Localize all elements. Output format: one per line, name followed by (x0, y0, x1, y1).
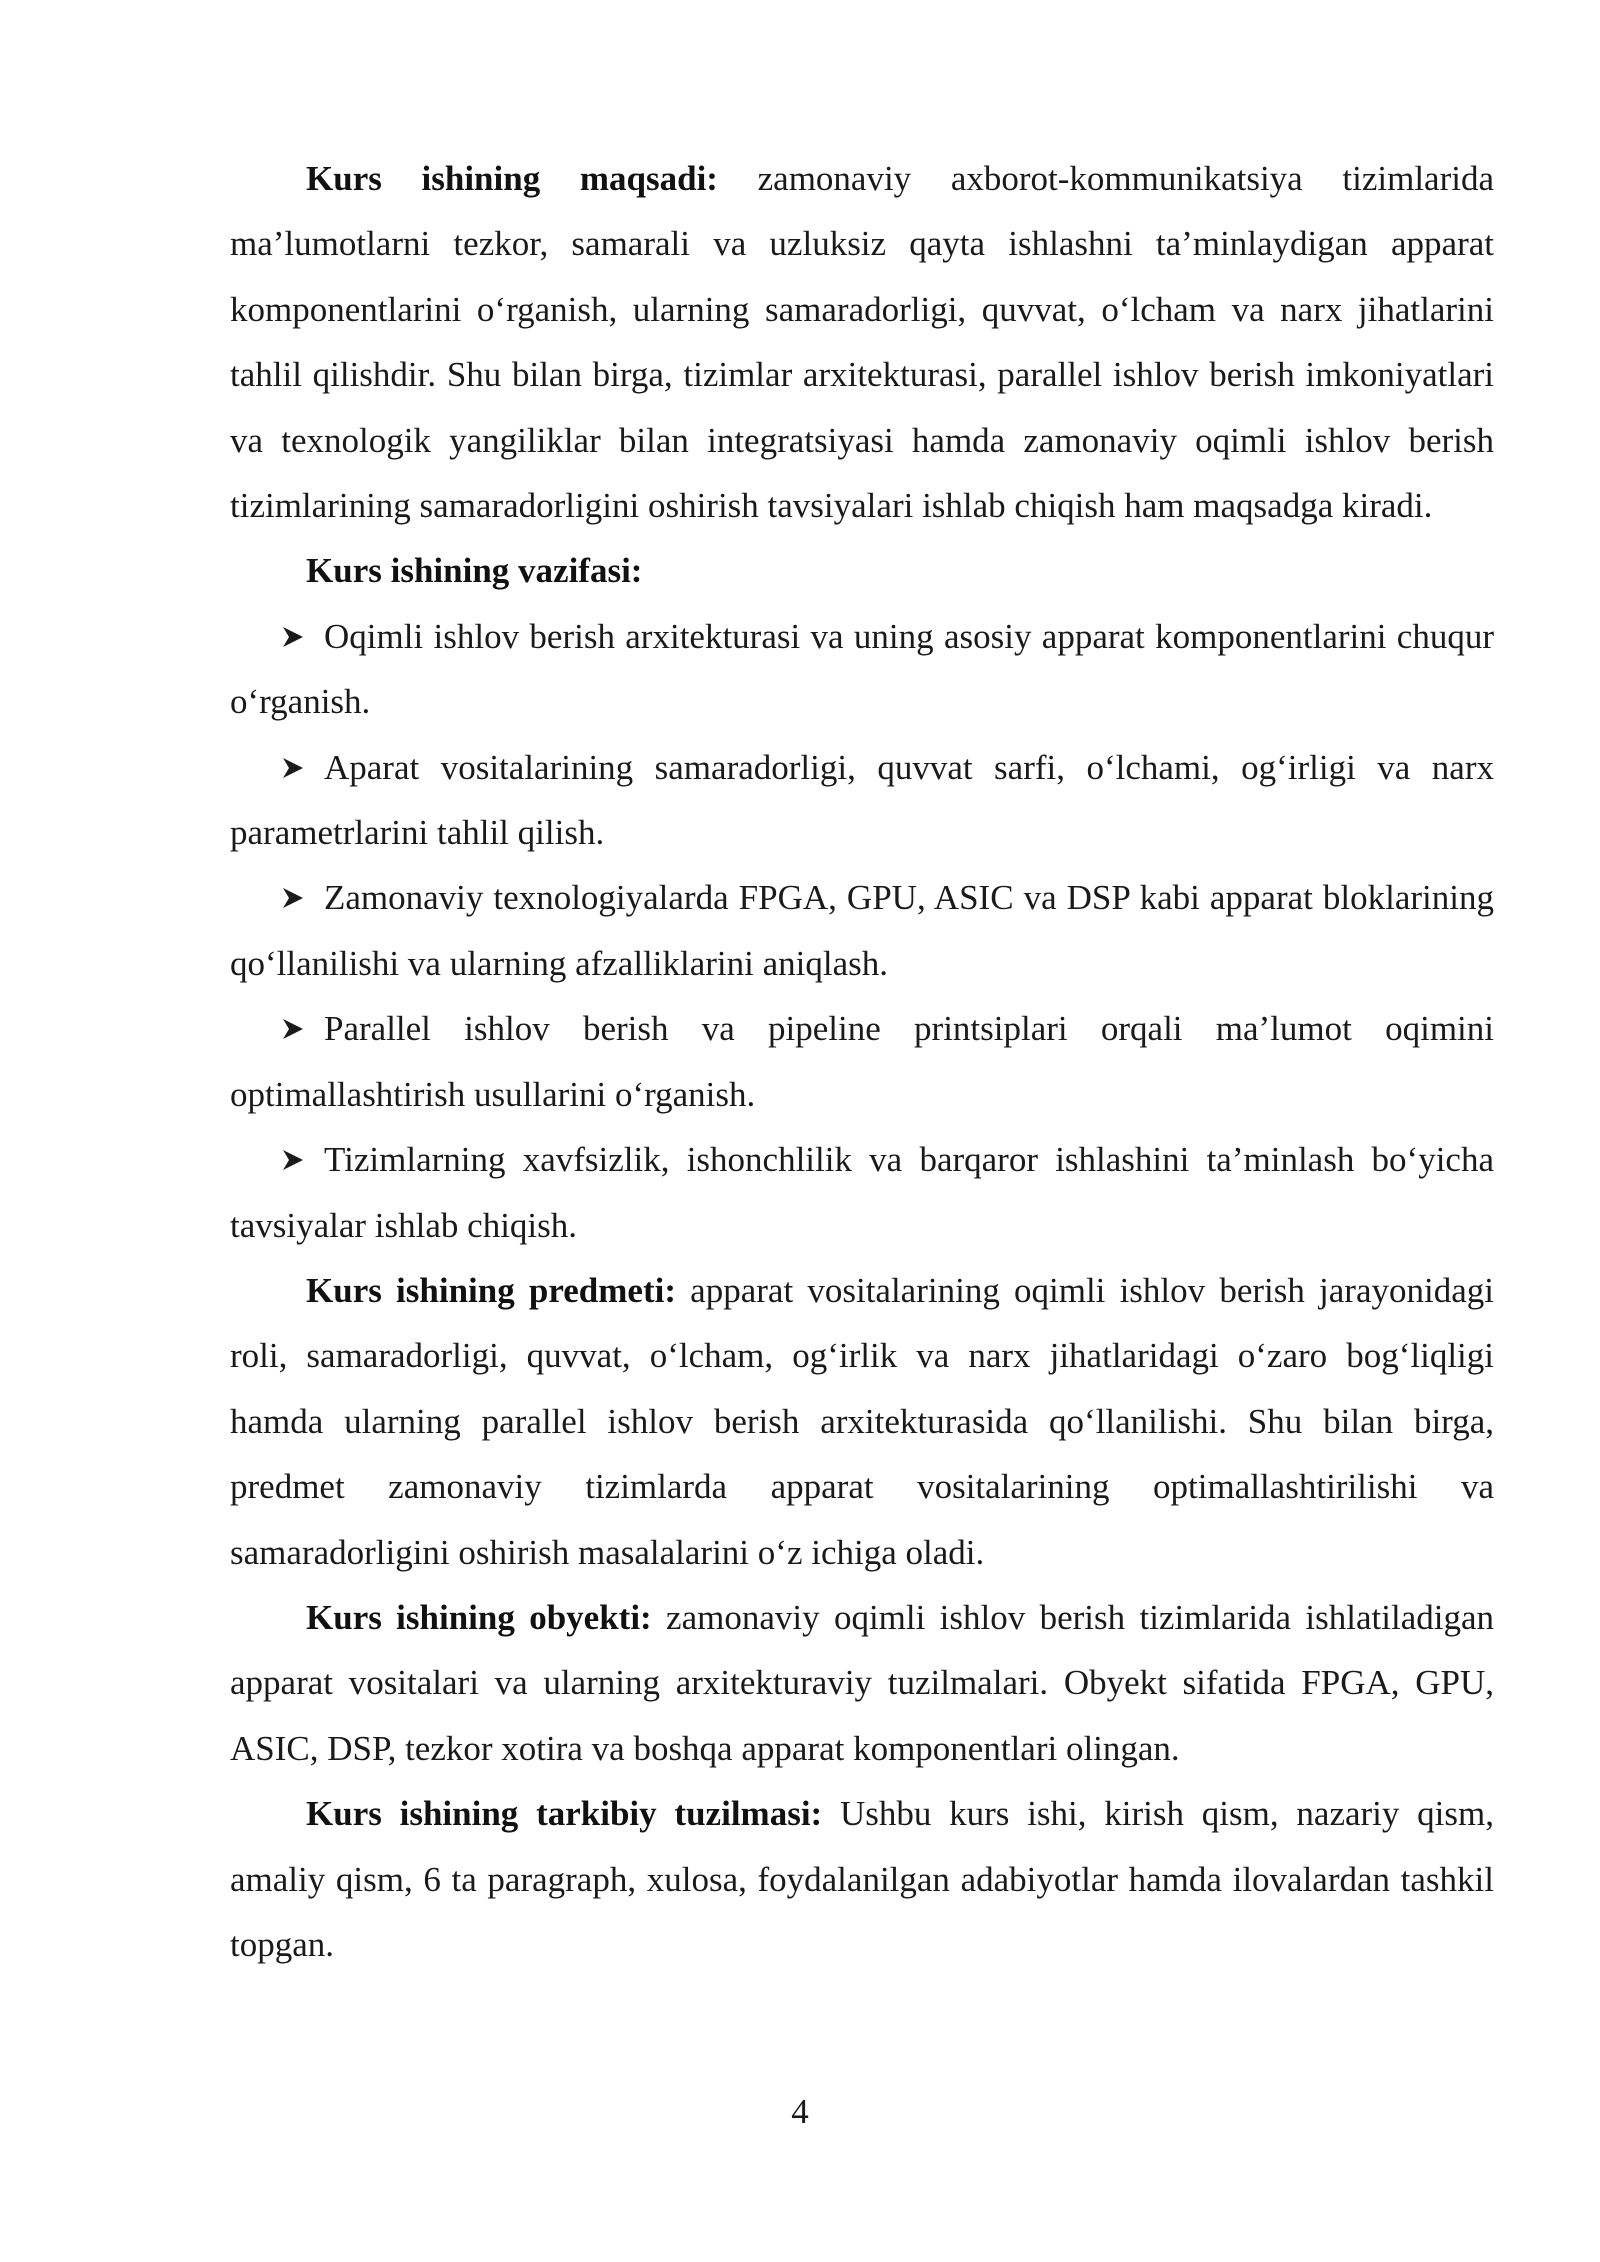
text-obyekti: zamonaviy oqimli ishlov berish tizimlarida ishlatiladigan apparat vositalari va ularning arxitekturaviy tuzilmalari. Obyekt sifatida FPGA, GPU, ASIC, DSP, tezkor xotira va boshqa apparat komponentlari olingan. (230, 1597, 1494, 1768)
list-item-text: Aparat vositalarining samaradorligi, quvvat sarfi, o‘lchami, og‘irligi va narx parametrlarini tahlil qilish. (230, 747, 1494, 853)
paragraph-maqsadi (230, 146, 1494, 538)
list-item (230, 1127, 1494, 1258)
list-item (230, 735, 1494, 866)
paragraph-obyekti (230, 1585, 1494, 1781)
text-maqsadi: zamonaviy axborot-kommunikatsiya tizimlarida ma’lumotlarni tezkor, samarali va uzluksiz qayta ishlashni ta’minlaydigan apparat komponentlarini o‘rganish, ularning samaradorligi, quvvat, o‘lcham va narx jihatlarini tahlil qilishdir. Shu bilan birga, tizimlar arxitekturasi, parallel ishlov berish imkoniyatlari va texnologik yangiliklar bilan integratsiyasi hamda zamonaviy oqimli ishlov berish tizimlarining samaradorligini oshirish tavsiyalari ishlab chiqish ham maqsadga kiradi. (230, 159, 1494, 526)
paragraph-tuzilmasi (230, 1781, 1494, 1977)
list-item-text: Oqimli ishlov berish arxitekturasi va uning asosiy apparat komponentlarini chuqur o‘rganish. (230, 616, 1494, 722)
list-item-text: Zamonaviy texnologiyalarda FPGA, GPU, ASIC va DSP kabi apparat bloklarining qo‘llanilishi va ularning afzalliklarini aniqlash. (230, 878, 1494, 983)
page-number: 4 (791, 2092, 809, 2131)
arrowhead-bullet-icon (280, 865, 324, 930)
paragraph-predmeti (230, 1258, 1494, 1585)
arrowhead-bullet-icon (280, 1127, 324, 1192)
list-item-text: Tizimlarning xavfsizlik, ishonchlilik va barqaror ishlashini ta’minlash bo‘yicha tavsiyalar ishlab chiqish. (230, 1140, 1494, 1245)
heading-vazifasi (230, 538, 1494, 603)
label-obyekti: Kurs ishining obyekti: (306, 1597, 652, 1637)
document-page (230, 146, 1494, 1977)
label-predmeti: Kurs ishining predmeti: (306, 1270, 676, 1310)
list-item (230, 865, 1494, 996)
arrowhead-bullet-icon (280, 996, 324, 1061)
text-predmeti: apparat vositalarining oqimli ishlov berish jarayonidagi roli, samaradorligi, quvvat, o‘lcham, og‘irlik va narx jihatlaridagi o‘zaro bog‘liqligi hamda ularning parallel ishlov berish arxitekturasida qo‘llanilishi. Shu bilan birga, predmet zamonaviy tizimlarda apparat vositalarining optimallashtirilishi va samaradorligini oshirish masalalarini o‘z ichiga oladi. (230, 1270, 1494, 1572)
arrowhead-bullet-icon (280, 735, 324, 800)
label-tuzilmasi: Kurs ishining tarkibiy tuzilmasi: (306, 1794, 823, 1834)
label-vazifasi: Kurs ishining vazifasi: (306, 551, 643, 591)
list-item (230, 996, 1494, 1127)
arrowhead-bullet-icon (280, 604, 324, 669)
label-maqsadi: Kurs ishining maqsadi: (306, 159, 718, 198)
text-tuzilmasi: Ushbu kurs ishi, kirish qism, nazariy qism, amaliy qism, 6 ta paragraph, xulosa, foydalanilgan adabiyotlar hamda ilovalardan tashkil topgan. (230, 1794, 1494, 1964)
list-item-text: Parallel ishlov berish va pipeline printsiplari orqali ma’lumot oqimini optimallashtirish usullarini o‘rganish. (230, 1009, 1494, 1114)
list-item (230, 604, 1494, 735)
